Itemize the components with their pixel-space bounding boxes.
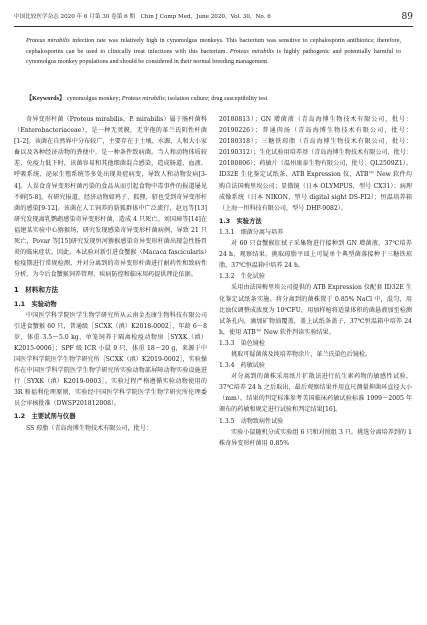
left-column	[14, 114, 207, 434]
journal-citation: 中国比较医学杂志 2020 年 6 月第 30 卷第 6 期 Chin J Comp Med，June 2020，Vol. 30，No. 6	[14, 14, 271, 20]
keywords-line	[26, 94, 401, 103]
page-header	[14, 8, 413, 27]
sub-subsection-heading: 1.3.1 细菌分离与培养	[219, 228, 284, 236]
body-paragraph: 实验小鼠随机分成实验组 6 只和对照组 3 只。挑选分离培养到的 1 株奇异变形杆菌用 0.85%	[219, 428, 412, 447]
sub-subsection-heading: 1.3.4 药敏试验	[219, 362, 265, 370]
keywords-text: ; isolation culture; drug susceptibility test	[164, 95, 268, 102]
body-paragraph: 挑取可疑菌落及纯培养物涂片，革兰氏染色后镜检。	[231, 350, 372, 358]
intro-paragraph: 奇异变形杆菌（Proteus mirabilis，P. mirabilis）属于肠杆菌科（Enterobacteriaceae），是一种无荚膜，无芽孢的革兰氏阴性杆菌[1-2]。该菌在自然界中分布较广，主要存在于土壤、水源、人和大小家畜以及各种经济动物的粪便中，是一种条件致病菌。当人和动物体质较差，免疫力低下时，该菌容易和其他细菌混合感染，造成肠道、血液、呼吸系统、泌尿生殖系统等多处出现炎症病变，导致人和动物发病[3-4]。人误食奇异变形杆菌污染的食品从而引起食物中毒事件的报道屡见不鲜[5-8]。有研究报道，经济动物如鸡子、狐狸、貂也受到奇异变形杆菌的感染[9-12]。该菌在人工饲养的貉狐群体中广泛流行，赵远等[13]研究发现离乳鹦鹉感染奇异变形杆菌，造成 4 只死亡。刘国璋等[14]在福建某实验中心猕猴场，研究发现感染奇异变形杆菌病例，导致 21 只死亡，Povar 等[15]研究发现恒河猕猴感染奇异变形杆菌出现急性肠胃炎的临床症状。因此，本试验对新引进食蟹猴（Macaca fascicularis）检疫期进行常规检测，并对分离到的奇异变形杆菌进行耐药性和致病性分析，为今后食蟹猴饲养管理、疾病防控和临床用药提供理论依据。	[14, 116, 207, 279]
body-paragraph: 中国医学科学院医学生物学研究所从云南金杰康生物科技有限公司引进食蟹猴 60 只，普通级［SCXK（滇）K2018-0002］，年龄 6～8 岁，体重 3.5～5.0 kg，单笼饲养于隔离检疫动物房［SYXK（滇）K2015-0006］；SPF 级 ICR 小鼠 9 只，体重 18～20 g，来源于中国医学科学院医学生物学研究所［SCXK（滇）K2019-0002］，实验操作在中国医学科学院医学生物学研究所实验动物部屏障动物实验设施进行［SYXK（滇）K2019-0003］。实验过程严格遵循实验动物使用的 3R 和福利伦理原则，实验经中国医学科学院医学生物学研究所伦理委员会审核批准（DWSP201812008）。	[14, 311, 207, 408]
right-column	[219, 114, 412, 449]
abstract-text: infection rate was relatively high in cynomolgus monkeys. This bacterium was sensitive to cephalosporin antibiotics; therefore, cephalosporins can be used to clinically treat infections with this bacterium.	[26, 37, 401, 55]
sub-subsection-heading: 1.3.5 动物致病性试验	[219, 417, 284, 425]
body-paragraph: 采用由法国梅里埃公司提供的 ATB Expression 仪配套 ID32E 生化鉴定试纸条实施。将分离到的菌株置于 0.85% NaCl 中，混匀，用比浊仪调整成浓度为 10⁸CFU，用加样枪将适量体积的菌悬液加至检测试条孔内，滴加矿物油覆盖，盖上试纸条盖子，37℃恒温箱中培养 24 h，使用 ATB™ New 软件判读实验结果。	[219, 284, 412, 336]
sub-subsection-heading: 1.3.3 染色镜检	[219, 339, 265, 347]
species-name-italic: Proteus mirabilis	[229, 47, 275, 55]
sub-subsection-heading: 1.3.2 生化试验	[219, 273, 265, 281]
species-name-italic: Proteus mirabilis	[26, 37, 70, 44]
keywords-label: 【Keywords】	[26, 95, 66, 102]
body-paragraph: 对分离到的菌株采用纸片扩散法进行抗生素药物的敏感性试验，37℃培养 24 h 之后取出，最后观察结果并用直尺测量抑菌环直径大小（mm）。结果的判定标准参考美国临床药敏试验标准 1999～2005 年颁布的药敏和规定进行试验和判定结果[16]。	[219, 373, 412, 414]
keywords-text: cynomolgus monkey;	[65, 95, 122, 102]
page-number: 89	[401, 12, 413, 22]
subsection-heading: 1.3 实验方法	[219, 217, 262, 225]
keywords-italic: Proteus mirabilis	[121, 95, 165, 102]
body-paragraph: 20180813）；GN 增菌液（青岛海博生物技术有限公司，批号：20190226）；普通肉汤（青岛海博生物技术有限公司，批号：20180318）；三糖铁琼脂（青岛海博生物技术有限公司，批号：20190312）；生化试验用培养基（青岛海博生物技术有限公司，批号：20180806）；药敏片（温州康泰生物有限公司，批号：QL2509Z1）。ID32E 生化鉴定试纸条、ATB Expression 仪、ATB™ New 软件均购自法国梅里埃公司；显微镜（日本 OLYMPUS，型号 CX31）；病理成像系统（日本 NIKON，型号 digital sight DS-FI2）；恒温培养箱（上海一恒科技有限公司，型号 DHP-9082）。	[219, 116, 412, 212]
english-abstract-tail	[26, 36, 401, 68]
subsection-heading: 1.2 主要试剂与仪器	[14, 413, 76, 421]
body-paragraph: SS 琼脂（青岛海博生物技术有限公司，批号：	[26, 424, 152, 432]
abstract-text: is highly pathogenic and potentially harmful to cynomolgus monkey populations and should be considered in their normal breeding management.	[26, 47, 401, 65]
subsection-heading: 1.1 实验动物	[14, 300, 57, 308]
body-paragraph: 对 60 只食蟹猴肛拭子采集物进行接种到 GN 增菌液，37℃培养 24 h，观察结果。挑取琼脂平皿上可疑单个典型菌落接种于三糖铁琼脂，37℃恒温箱中培养 24 h。	[219, 240, 412, 270]
section-heading: 1 材料和方法	[14, 286, 59, 295]
